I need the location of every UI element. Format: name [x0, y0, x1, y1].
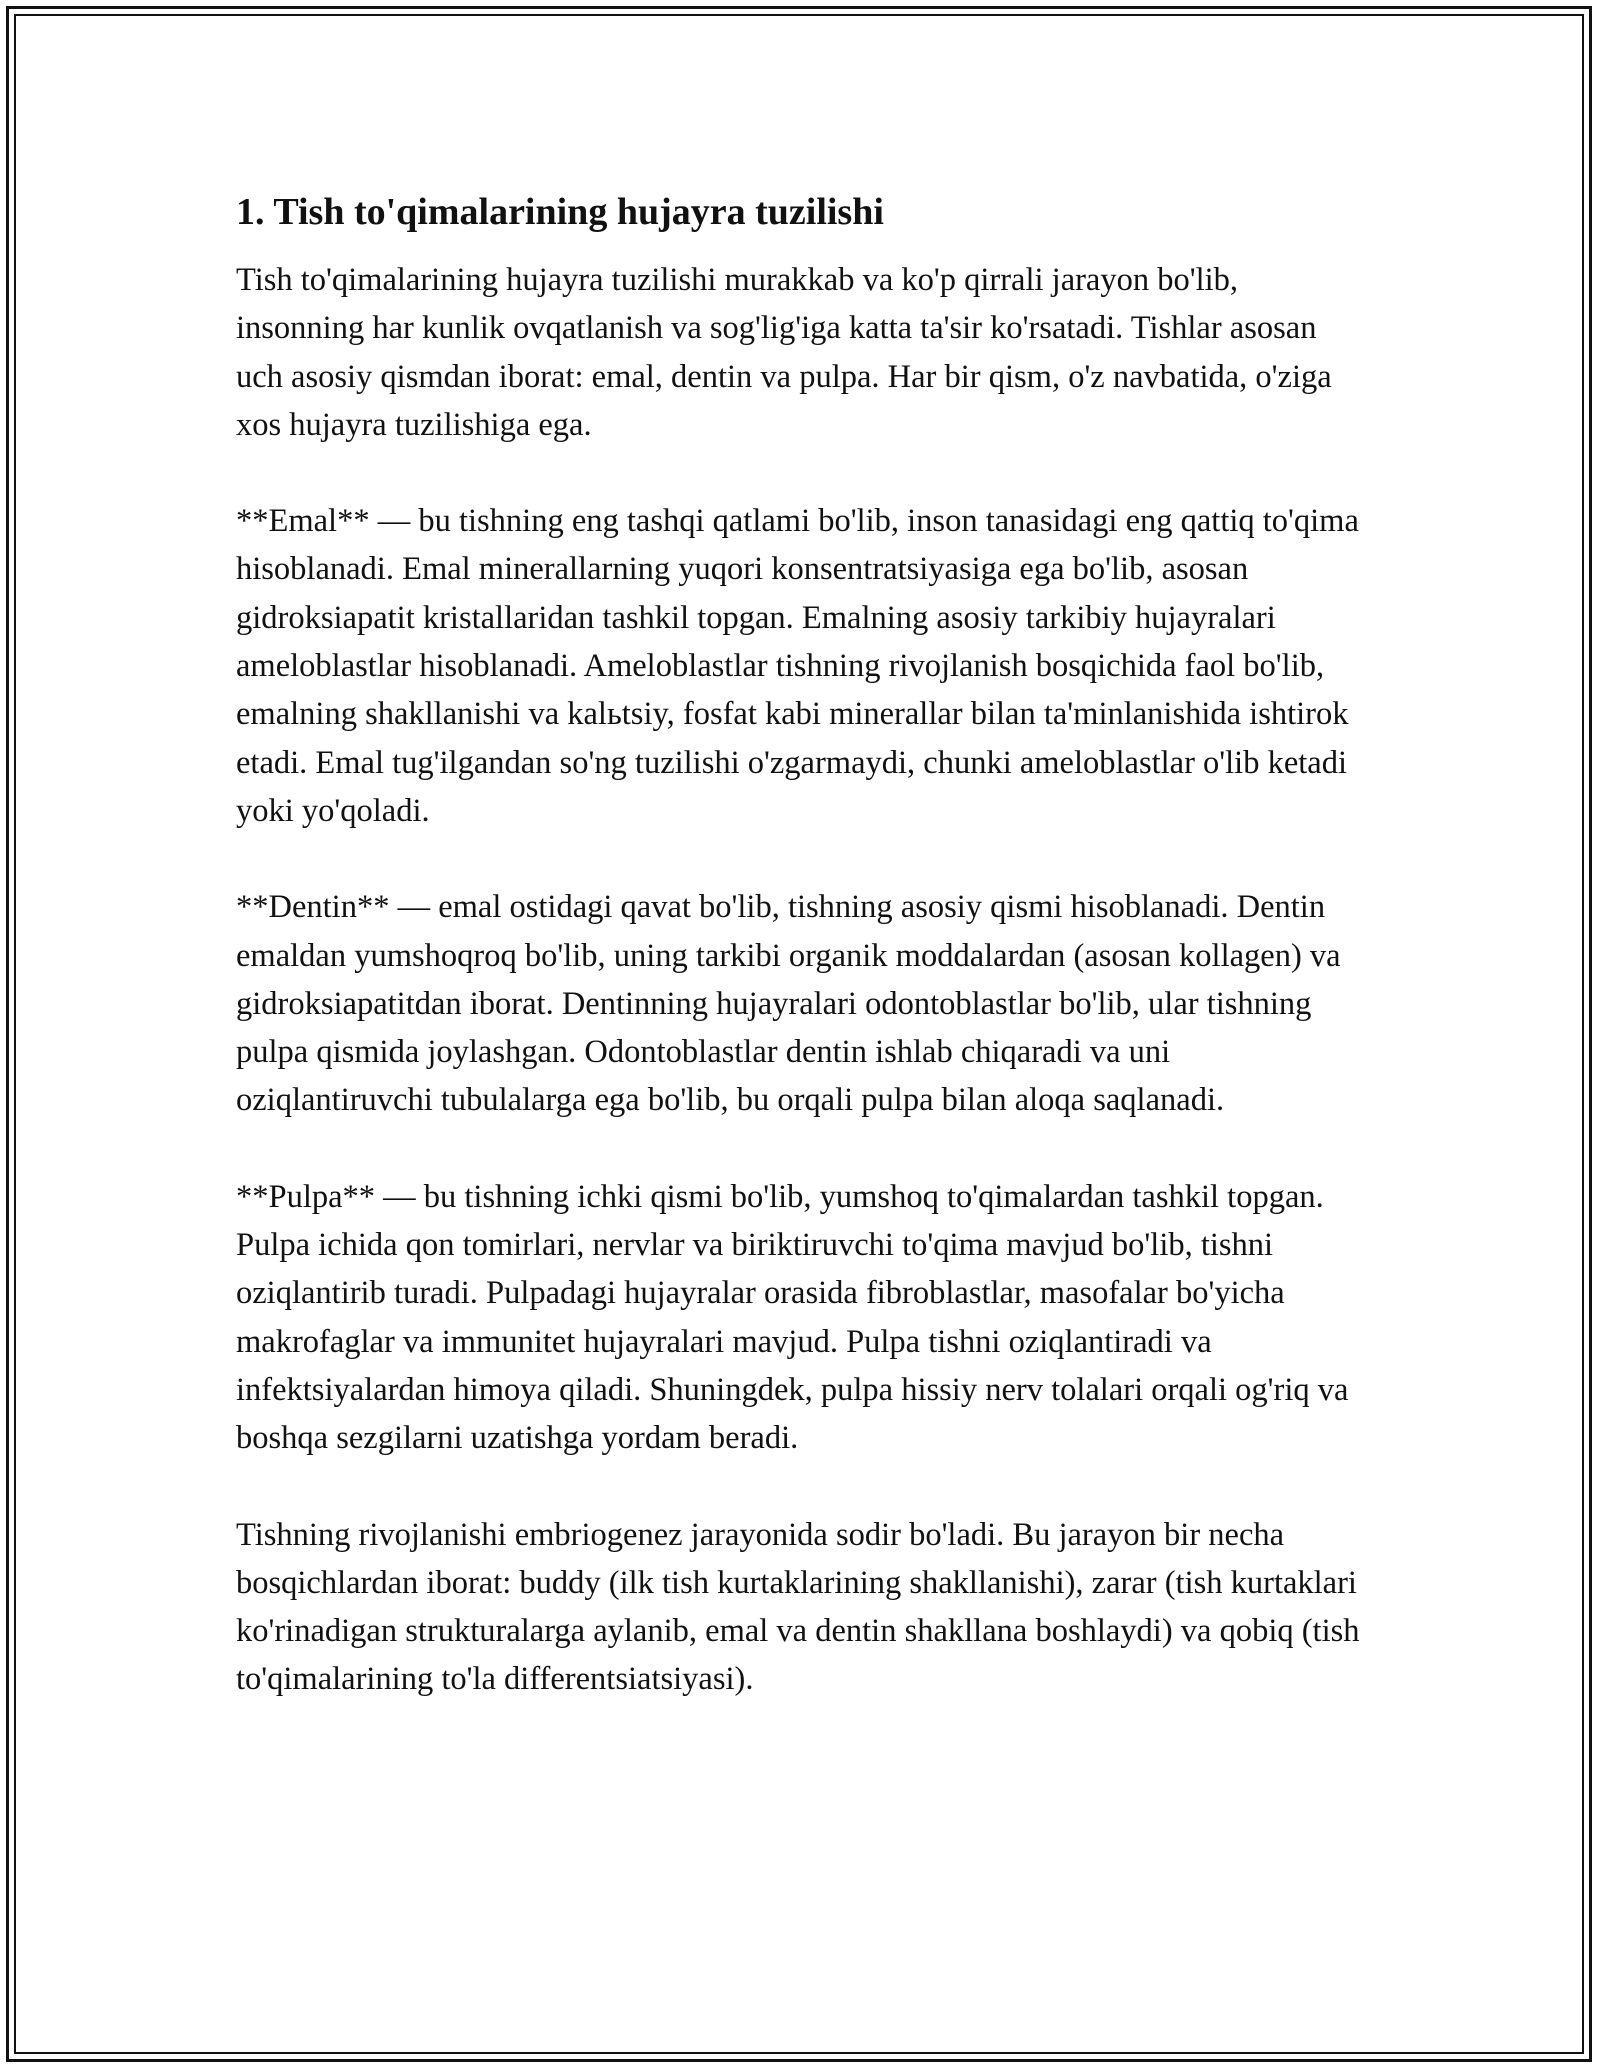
- paragraph-development: Tishning rivojlanishi embriogenez jarayonida sodir bo'ladi. Bu jarayon bir necha bosqichlardan iborat: buddy (ilk tish kurtaklarining shakllanishi), zarar (tish kurtaklari ko'rinadigan strukturalarga aylanib, emal va dentin shakllana boshlaydi) va qobiq (tish to'qimalarining to'la differentsiatsiyasi).: [236, 1516, 1360, 1698]
- document-body: [236, 186, 1366, 1704]
- paragraph-intro: Tish to'qimalarining hujayra tuzilishi murakkab va ko'p qirrali jarayon bo'lib, insonning har kunlik ovqatlanish va sog'lig'iga katta ta'sir ko'rsatadi. Tishlar asosan uch asosiy qismdan iborat: emal, dentin va pulpa. Har bir qism, o'z navbatida, o'ziga xos hujayra tuzilishiga ega.: [236, 262, 1332, 443]
- paragraph-emal: **Emal** — bu tishning eng tashqi qatlami bo'lib, inson tanasidagi eng qattiq to'qima hisoblanadi. Emal minerallarning yuqori konsentratsiyasiga ega bo'lib, asosan gidroksiapatit kristallaridan tashkil topgan. Emalning asosiy tarkibiy hujayralari ameloblastlar hisoblanadi. Ameloblastlar tishning rivojlanish bosqichida faol bo'lib, emalning shakllanishi va kalьtsiy, fosfat kabi minerallar bilan ta'minlanishida ishtirok etadi. Emal tug'ilgandan so'ng tuzilishi o'zgarmaydi, chunki ameloblastlar o'lib ketadi yoki yo'qoladi.: [236, 503, 1359, 829]
- paragraph-dentin: **Dentin** — emal ostidagi qavat bo'lib, tishning asosiy qismi hisoblanadi. Dentin emaldan yumshoqroq bo'lib, uning tarkibi organik moddalardan (asosan kollagen) va gidroksiapatitdan iborat. Dentinning hujayralari odontoblastlar bo'lib, ular tishning pulpa qismida joylashgan. Odontoblastlar dentin ishlab chiqaradi va uni oziqlantiruvchi tubulalarga ega bo'lib, bu orqali pulpa bilan aloqa saqlanadi.: [236, 889, 1341, 1119]
- section-heading: 1. Tish to'qimalarining hujayra tuzilishi: [236, 191, 884, 233]
- paragraph-pulpa: **Pulpa** — bu tishning ichki qismi bo'lib, yumshoq to'qimalardan tashkil topgan. Pulpa ichida qon tomirlari, nervlar va biriktiruvchi to'qima mavjud bo'lib, tishni oziqlantirib turadi. Pulpadagi hujayralar orasida fibroblastlar, masofalar bo'yicha makrofaglar va immunitet hujayralari mavjud. Pulpa tishni oziqlantiradi va infektsiyalardan himoya qiladi. Shuningdek, pulpa hissiy nerv tolalari orqali og'riq va boshqa sezgilarni uzatishga yordam beradi.: [236, 1178, 1349, 1457]
